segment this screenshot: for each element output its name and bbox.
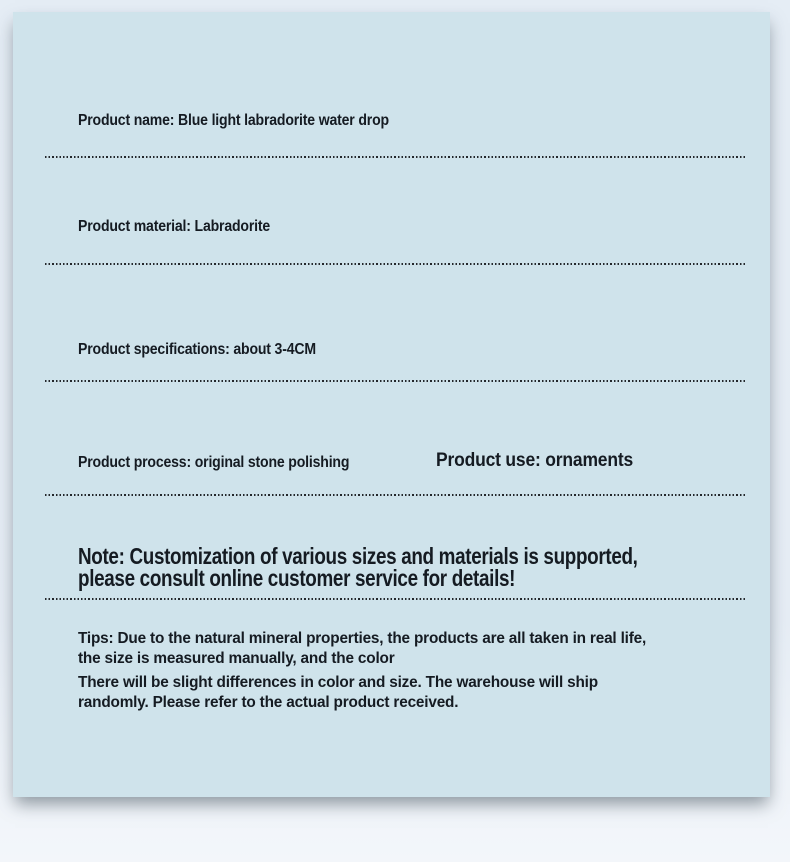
divider: [45, 380, 746, 382]
product-process-text: Product process: original stone polishing: [78, 454, 350, 471]
tips-row: [13, 629, 770, 713]
divider: [45, 598, 746, 600]
tips-text-line-3: There will be slight differences in color and size. The warehouse will ship: [78, 674, 598, 691]
product-material-text: Product material: Labradorite: [78, 218, 271, 235]
divider: [45, 156, 746, 158]
product-description-panel: [13, 12, 770, 797]
product-use-text: Product use: ornaments: [436, 450, 634, 471]
tips-text-line-1: Tips: Due to the natural mineral properties, the products are all taken in real life,: [78, 630, 647, 647]
product-name-text: Product name: Blue light labradorite water drop: [78, 112, 389, 129]
product-specifications-text: Product specifications: about 3-4CM: [78, 341, 316, 358]
note-row: [13, 545, 770, 589]
tips-text-line-2: the size is measured manually, and the color: [78, 650, 395, 667]
note-text-line-1: Note: Customization of various sizes and materials is supported,: [78, 543, 638, 569]
product-name-row: [13, 111, 770, 131]
product-process-use-row: [13, 451, 770, 475]
divider: [45, 494, 746, 496]
tips-text-line-4: randomly. Please refer to the actual product received.: [78, 694, 459, 711]
divider: [45, 263, 746, 265]
tips-paragraph-1: [78, 629, 770, 669]
product-specifications-row: [13, 340, 770, 360]
product-material-row: [13, 217, 770, 237]
tips-paragraph-2: [78, 673, 770, 713]
note-text-line-2: please consult online customer service for details!: [78, 565, 516, 591]
